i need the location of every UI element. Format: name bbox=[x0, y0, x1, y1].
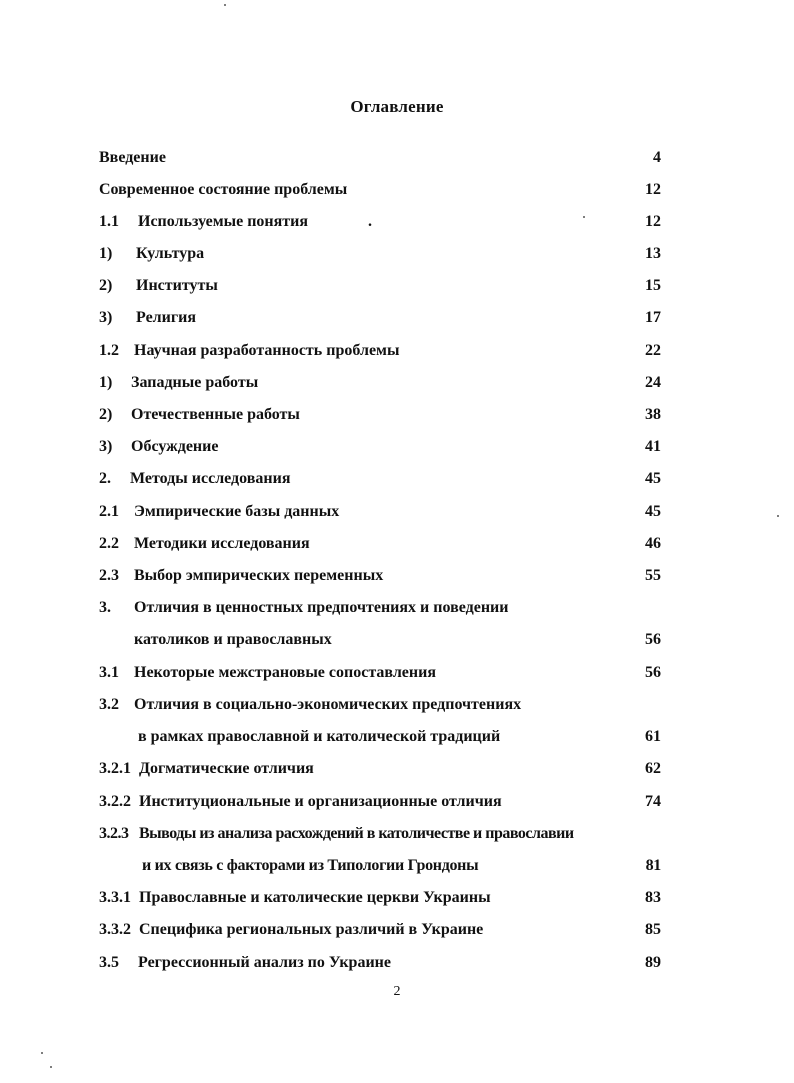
toc-entry-page: 85 bbox=[645, 921, 661, 938]
toc-entry-title: Отечественные работы bbox=[131, 406, 300, 423]
toc-entry-number: 3. bbox=[99, 599, 111, 616]
toc-entry-title: Отличия в социально-экономических предпочтениях bbox=[134, 696, 522, 713]
scan-speck bbox=[777, 515, 779, 517]
scan-speck bbox=[41, 1052, 43, 1054]
toc-entry-title: Западные работы bbox=[131, 374, 259, 391]
toc-entry-page: 83 bbox=[645, 889, 661, 906]
toc-entry-title: Религия bbox=[136, 309, 196, 326]
toc-entry-continuation[interactable] bbox=[0, 854, 794, 878]
toc-entry-title: Научная разработанность проблемы bbox=[134, 342, 400, 359]
toc-entry-number: 2.2 bbox=[99, 535, 119, 552]
toc-entry[interactable] bbox=[0, 757, 794, 781]
toc-entry[interactable] bbox=[0, 822, 794, 846]
toc-entry[interactable] bbox=[0, 146, 794, 170]
toc-entry-continuation[interactable] bbox=[0, 725, 794, 749]
toc-entry-number: 2) bbox=[99, 406, 113, 423]
toc-entry[interactable] bbox=[0, 918, 794, 942]
toc-entry-number: 2) bbox=[99, 277, 113, 294]
toc-entry[interactable] bbox=[0, 306, 794, 330]
toc-entry-title: Специфика региональных различий в Украине bbox=[139, 921, 484, 938]
scan-speck bbox=[583, 216, 585, 218]
toc-entry[interactable] bbox=[0, 467, 794, 491]
toc-entry-number: 2.1 bbox=[99, 503, 119, 520]
toc-entry-number: 3) bbox=[99, 438, 113, 455]
toc-entry-page: 46 bbox=[645, 535, 661, 552]
toc-entry-page: 24 bbox=[645, 374, 661, 391]
toc-entry-page: 61 bbox=[645, 728, 661, 745]
scan-speck bbox=[224, 4, 226, 6]
toc-entry-number: 3.3.2 bbox=[99, 921, 131, 938]
toc-entry-number: 3) bbox=[99, 309, 113, 326]
toc-entry[interactable] bbox=[0, 403, 794, 427]
toc-entry-number: 3.3.1 bbox=[99, 889, 131, 906]
toc-entry-page: 56 bbox=[645, 631, 661, 648]
toc-entry-page: 45 bbox=[645, 470, 661, 487]
toc-entry-number: 3.1 bbox=[99, 664, 119, 681]
toc-entry-number: 3.2.3 bbox=[99, 825, 129, 842]
toc-entry-title: Эмпирические базы данных bbox=[134, 503, 340, 520]
toc-entry-page: 17 bbox=[645, 309, 661, 326]
toc-entry[interactable] bbox=[0, 661, 794, 685]
toc-entry-number: 1) bbox=[99, 245, 113, 262]
toc-entry-page: 56 bbox=[645, 664, 661, 681]
toc-entry[interactable] bbox=[0, 178, 794, 202]
toc-entry-title: Культура bbox=[136, 245, 205, 262]
toc-entry-title: Методики исследования bbox=[134, 535, 310, 552]
toc-entry-page: 12 bbox=[645, 213, 661, 230]
toc-entry-title: и их связь с факторами из Типологии Грондоны bbox=[142, 857, 479, 874]
toc-entry-title: Введение bbox=[99, 149, 166, 166]
toc-entry-number: 3.2 bbox=[99, 696, 119, 713]
toc-entry-title: Догматические отличия bbox=[139, 760, 314, 777]
toc-entry-page: 55 bbox=[645, 567, 661, 584]
toc-entry-title: Некоторые межстрановые сопоставления bbox=[134, 664, 436, 681]
toc-entry[interactable] bbox=[0, 210, 794, 234]
toc-entry-title: Обсуждение bbox=[131, 438, 219, 455]
toc-entry-title: Институты bbox=[136, 277, 218, 294]
toc-entry-title: Отличия в ценностных предпочтениях и поведении bbox=[134, 599, 509, 616]
toc-entry-page: 4 bbox=[653, 149, 661, 166]
toc-entry-number: 3.2.1 bbox=[99, 760, 131, 777]
toc-entry[interactable] bbox=[0, 596, 794, 620]
toc-entry-number: 2.3 bbox=[99, 567, 119, 584]
toc-entry-page: 62 bbox=[645, 760, 661, 777]
footer-page-number: 2 bbox=[393, 984, 401, 999]
toc-entry[interactable] bbox=[0, 500, 794, 524]
toc-entry-number: 1.2 bbox=[99, 342, 119, 359]
toc-entry[interactable] bbox=[0, 886, 794, 910]
stray-mark: . bbox=[368, 213, 372, 230]
toc-entry-page: 13 bbox=[645, 245, 661, 262]
toc-entry[interactable] bbox=[0, 532, 794, 556]
toc-entry-title: Используемые понятия bbox=[138, 213, 309, 230]
toc-entry-page: 22 bbox=[645, 342, 661, 359]
toc-entry-title: Православные и католические церкви Украины bbox=[139, 889, 491, 906]
toc-entry-number: 1.1 bbox=[99, 213, 119, 230]
toc-entry-number: 2. bbox=[99, 470, 111, 487]
toc-entry[interactable] bbox=[0, 693, 794, 717]
toc-entry-page: 38 bbox=[645, 406, 661, 423]
toc-entry-number: 3.2.2 bbox=[99, 793, 131, 810]
scan-speck bbox=[50, 1066, 52, 1068]
toc-entry[interactable] bbox=[0, 790, 794, 814]
toc-entry-title: Институциональные и организационные отличия bbox=[139, 793, 502, 810]
toc-entry-number: 1) bbox=[99, 374, 113, 391]
toc-entry-page: 45 bbox=[645, 503, 661, 520]
toc-entry[interactable] bbox=[0, 274, 794, 298]
toc-entry-continuation[interactable] bbox=[0, 628, 794, 652]
toc-entry-title: Регрессионный анализ по Украине bbox=[138, 954, 391, 971]
toc-entry-title: Выводы из анализа расхождений в католичестве и православии bbox=[139, 825, 574, 842]
toc-entry[interactable] bbox=[0, 564, 794, 588]
toc-entry-title: Выбор эмпирических переменных bbox=[134, 567, 384, 584]
toc-entry[interactable] bbox=[0, 371, 794, 395]
toc-entry-title: в рамках православной и католической традиций bbox=[138, 728, 501, 745]
toc-entry-title: Современное состояние проблемы bbox=[99, 181, 348, 198]
toc-entry[interactable] bbox=[0, 339, 794, 363]
toc-entry-page: 74 bbox=[645, 793, 661, 810]
toc-entry[interactable] bbox=[0, 435, 794, 459]
toc-entry-title: католиков и православных bbox=[134, 631, 332, 648]
toc-entry-page: 89 bbox=[645, 954, 661, 971]
toc-entry-title: Методы исследования bbox=[130, 470, 291, 487]
toc-entry-page: 12 bbox=[645, 181, 661, 198]
toc-entry-page: 41 bbox=[645, 438, 661, 455]
toc-entry-page: 81 bbox=[645, 857, 661, 874]
toc-entry-page: 15 bbox=[645, 277, 661, 294]
page-title: Оглавление bbox=[350, 97, 444, 116]
toc-entry[interactable] bbox=[0, 242, 794, 266]
toc-entry[interactable] bbox=[0, 951, 794, 975]
toc-entry-number: 3.5 bbox=[99, 954, 119, 971]
